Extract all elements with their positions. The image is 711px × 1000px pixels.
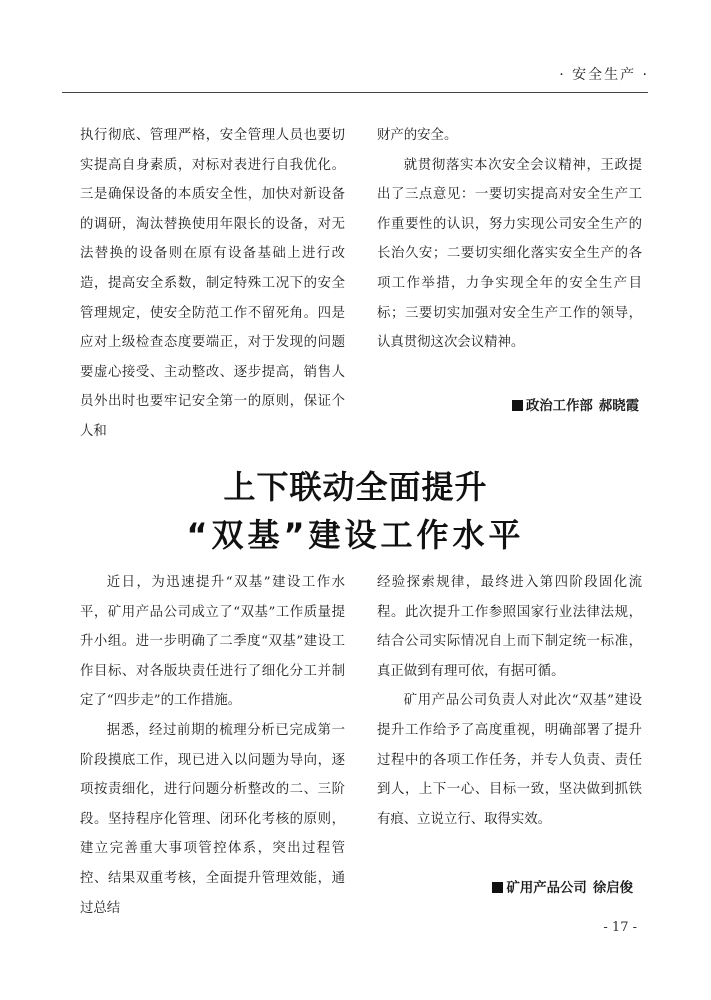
article-title-line1: 上下联动全面提升 [223,468,488,506]
paragraph: 矿用产品公司负责人对此次“双基”建设提升工作给予了高度重视，明确部署了提升过程中的各项工作任务，并专人负责、责任到人，上下一心、目标一致，坚决做到抓铁有痕、立说立行、取得实效。 [377,693,642,827]
top-article-byline [512,395,639,414]
article-title-line2: “双基”建设工作水平 [186,516,525,554]
paragraph: 经验探索规律，最终进入第四阶段固化流程。此次提升工作参照国家行业法律法规，结合公司实际情况自上而下制定统一标准，真正做到有理可依，有据可循。 [377,575,642,679]
paragraph: 财产的安全。 [377,128,458,143]
page-number: - 17 - [603,920,637,935]
byline-author: 郝晓霞 [598,399,639,414]
article-left-column [80,568,345,923]
square-bullet-icon [512,400,523,411]
paragraph: 执行彻底、管理严格，安全管理人员也要切实提高自身素质，对标对表进行自我优化。三是确保设备的本质安全性，加快对新设备的调研，淘汰替换使用年限长的设备，对无法替换的设备则在原有设备基础上进行改造，提高安全系数，制定特殊工况下的安全管理规定，使安全防范工作不留死角。四是应对上级检查态度要端正，对于发现的问题要虚心接受、主动整改、逐步提高，销售人员外出时也要牢记安全第一的原则，保证个人和 [80,128,345,439]
top-article-right-column [377,121,642,358]
byline-author: 徐启俊 [592,881,633,896]
header-rule [62,92,648,93]
top-article-left-column [80,121,345,447]
byline-department: 矿用产品公司 [506,881,587,896]
paragraph: 就贯彻落实本次安全会议精神，王政提出了三点意见：一要切实提高对安全生产工作重要性的认识，努力实现公司安全生产的长治久安；二要切实细化落实安全生产的各项工作举措，力争实现全年的安全生产目标；三要切实加强对安全生产工作的领导，认真贯彻这次会议精神。 [377,157,642,351]
byline-department: 政治工作部 [525,399,593,414]
section-tag: · 安全生产 · [559,67,649,83]
paragraph: 近日，为迅速提升“双基”建设工作水平，矿用产品公司成立了“双基”工作质量提升小组。进一步明确了二季度“双基”建设工作目标、对各版块责任进行了细化分工并制定了“四步走”的工作措施。 [80,575,345,709]
paragraph: 据悉，经过前期的梳理分析已完成第一阶段摸底工作，现已进入以问题为导向，逐项按责细化，进行问题分析整改的二、三阶段。坚持程序化管理、闭环化考核的原则，建立完善重大事项管控体系，突出过程管控、结果双重考核，全面提升管理效能，通过总结 [80,722,345,916]
square-bullet-icon [492,882,503,893]
article-right-column [377,568,642,834]
article-byline [492,877,633,896]
